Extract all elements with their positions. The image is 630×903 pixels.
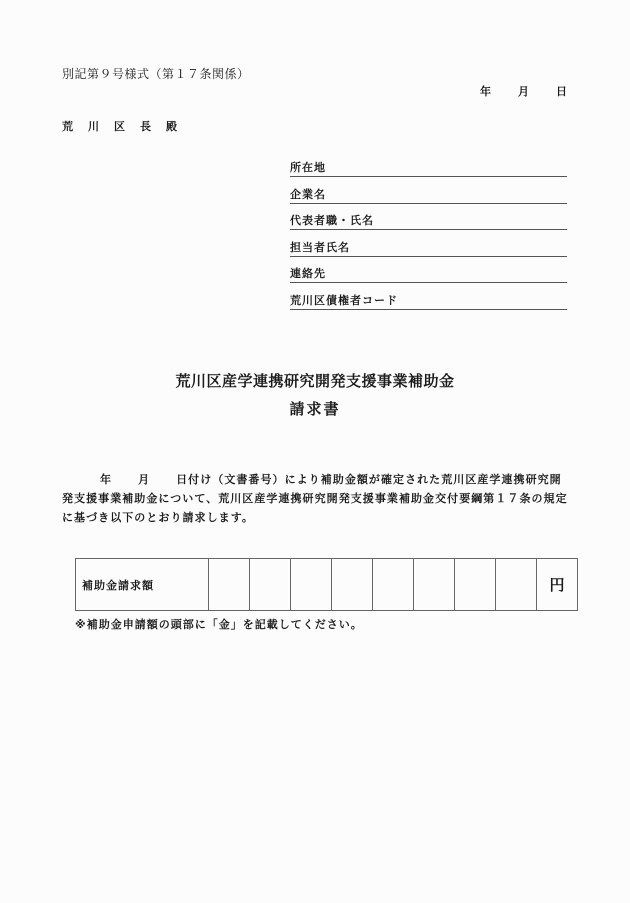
body-text: 日付け（文書番号）により補助金額が確定された荒川区産学連携研究開発支援事業補助金について、荒川区産学連携研究開発支援事業補助金交付要綱第１７条の規定に基づき以下のとおり請求します。 (62, 473, 568, 524)
body-year: 年 (100, 473, 113, 486)
amount-digit-cell[interactable] (291, 559, 332, 611)
field-label: 企業名 (290, 188, 326, 201)
date-year-label: 年 (480, 85, 491, 98)
amount-digit-cell[interactable] (455, 559, 496, 611)
amount-digit-cell[interactable] (332, 559, 373, 611)
amount-table (75, 558, 578, 611)
field-representative[interactable] (290, 212, 567, 230)
field-label: 荒川区債権者コード (290, 294, 398, 307)
body-paragraph (62, 470, 572, 527)
addressee-char: 川 (88, 120, 99, 133)
addressee (62, 118, 192, 134)
field-label: 連絡先 (290, 267, 326, 280)
amount-digit-cell[interactable] (496, 559, 537, 611)
amount-digit-cell[interactable] (414, 559, 455, 611)
field-label: 代表者職・氏名 (290, 214, 374, 227)
body-month: 月 (138, 473, 151, 486)
addressee-char: 長 (140, 120, 151, 133)
amount-label: 補助金請求額 (76, 559, 209, 611)
field-creditor-code[interactable] (290, 292, 567, 310)
field-address[interactable] (290, 159, 567, 177)
date-month-label: 月 (518, 85, 529, 98)
field-label: 担当者氏名 (290, 241, 350, 254)
field-company-name[interactable] (290, 186, 567, 204)
amount-digit-cell[interactable] (209, 559, 250, 611)
amount-unit: 円 (537, 559, 578, 611)
amount-digit-cell[interactable] (373, 559, 414, 611)
date-day-label: 日 (556, 85, 567, 98)
document-subtitle: 請求書 (289, 400, 341, 418)
field-contact-person[interactable] (290, 239, 567, 257)
amount-digit-cell[interactable] (250, 559, 291, 611)
document-title: 荒川区産学連携研究開発支援事業補助金 (175, 372, 455, 390)
addressee-char: 殿 (166, 120, 177, 133)
amount-note: ※補助金申請額の頭部に「金」を記載してください。 (75, 618, 363, 631)
field-label: 所在地 (290, 161, 326, 174)
addressee-char: 区 (114, 120, 125, 133)
form-number: 別記第９号様式（第１７条関係） (62, 67, 250, 81)
field-phone[interactable] (290, 265, 567, 283)
addressee-char: 荒 (62, 120, 73, 133)
